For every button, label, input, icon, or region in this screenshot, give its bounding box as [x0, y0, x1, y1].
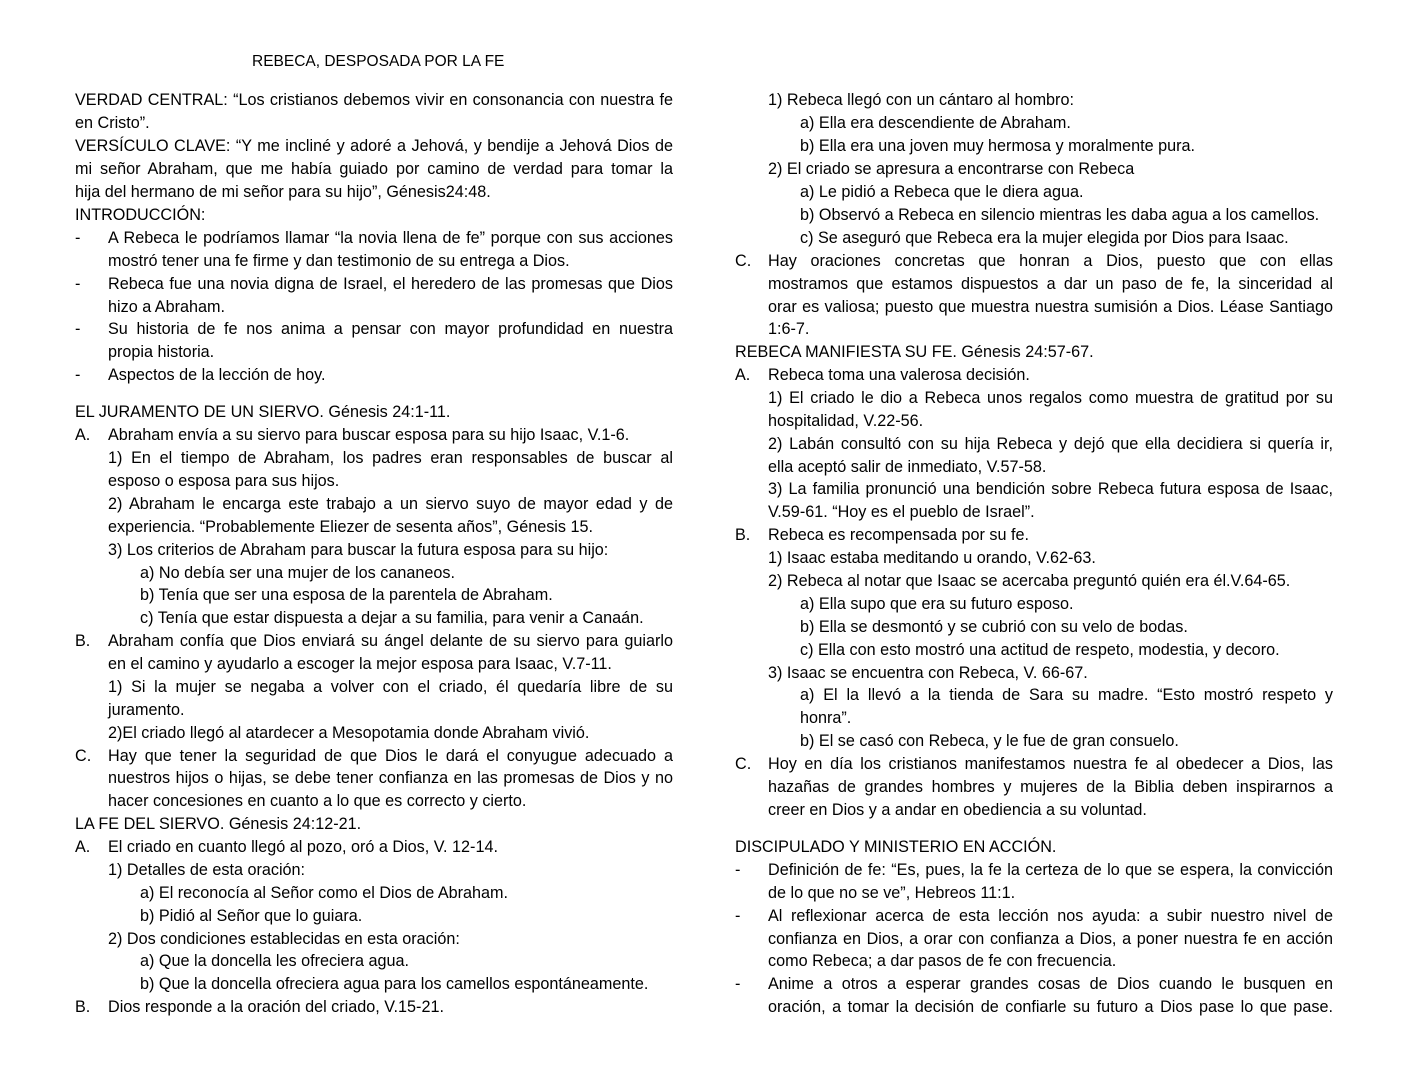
list-marker: B.	[75, 998, 91, 1016]
text-line: Abraham confía que Dios enviará su ángel delante de su siervo para guiarlo	[108, 632, 673, 650]
text-line: hacer concesiones en cuanto a lo que es correcto y cierto.	[108, 792, 527, 810]
text-line: Rebeca fue una novia digna de Israel, el heredero de las promesas que Dios	[108, 275, 673, 293]
text-line: a) El reconocía al Señor como el Dios de Abraham.	[140, 884, 509, 902]
text-line: INTRODUCCIÓN:	[75, 206, 206, 224]
text-line: Al reflexionar acerca de esta lección nos ayuda: a subir nuestro nivel de	[768, 907, 1333, 925]
text-line: mi señor Abraham, que me había guiado por camino de verdad para tomar la	[75, 160, 673, 178]
list-marker: A.	[75, 426, 91, 444]
text-line: mostramos que estamos dispuestos a dar un paso de fe, la sinceridad al	[768, 275, 1333, 293]
list-marker: A.	[75, 838, 91, 856]
text-line: confianza en Dios, a orar con confianza a Dios, a poner nuestra fe en acción	[768, 930, 1333, 948]
text-line: en Cristo”.	[75, 114, 150, 132]
text-line: c) Tenía que estar dispuesta a dejar a su familia, para venir a Canaán.	[140, 609, 644, 627]
text-line: Hoy en día los cristianos manifestamos nuestra fe al obedecer a Dios, las	[768, 755, 1333, 773]
text-line: 2) Abraham le encarga este trabajo a un siervo suyo de mayor edad y de	[108, 495, 673, 513]
text-line: EL JURAMENTO DE UN SIERVO. Génesis 24:1-11.	[75, 403, 451, 421]
text-line: DISCIPULADO Y MINISTERIO EN ACCIÓN.	[735, 838, 1057, 856]
text-line: Rebeca toma una valerosa decisión.	[768, 366, 1030, 384]
text-line: 1) Detalles de esta oración:	[108, 861, 306, 879]
text-line: Hay que tener la seguridad de que Dios le dará el conyugue adecuado a	[108, 747, 673, 765]
text-line: 2) El criado se apresura a encontrarse con Rebeca	[768, 160, 1135, 178]
text-line: experiencia. “Probablemente Eliezer de sesenta años”, Génesis 15.	[108, 518, 594, 536]
text-line: a) Ella supo que era su futuro esposo.	[800, 595, 1074, 613]
text-line: 1) Isaac estaba meditando u orando, V.62-63.	[768, 549, 1096, 567]
text-line: a) No debía ser una mujer de los cananeos.	[140, 564, 455, 582]
text-line: Aspectos de la lección de hoy.	[108, 366, 326, 384]
text-line: Definición de fe: “Es, pues, la fe la certeza de lo que se espera, la convicción	[768, 861, 1333, 879]
text-line: 1) Si la mujer se negaba a volver con el criado, él quedaría libre de su	[108, 678, 673, 696]
text-line: 2) Labán consultó con su hija Rebeca y dejó que ella decidiera si quería ir,	[768, 435, 1333, 453]
text-line: hija del hermano de mi señor para su hijo”, Génesis24:48.	[75, 183, 491, 201]
list-marker: -	[735, 861, 741, 879]
text-line: LA FE DEL SIERVO. Génesis 24:12-21.	[75, 815, 362, 833]
text-line: Rebeca es recompensada por su fe.	[768, 526, 1029, 544]
text-line: V.59-61. “Hoy es el pueblo de Israel”.	[768, 503, 1035, 521]
text-line: 1:6-7.	[768, 320, 810, 338]
text-line: a) El la llevó a la tienda de Sara su madre. “Esto mostró respeto y	[800, 686, 1333, 704]
text-line: 1) Rebeca llegó con un cántaro al hombro:	[768, 91, 1074, 109]
text-line: 2)El criado llegó al atardecer a Mesopotamia donde Abraham vivió.	[108, 724, 590, 742]
text-line: 3) La familia pronunció una bendición sobre Rebeca futura esposa de Isaac,	[768, 480, 1333, 498]
text-line: hazañas de grandes hombres y mujeres de la Biblia deben inspirarnos a	[768, 778, 1333, 796]
text-line: b) Observó a Rebeca en silencio mientras les daba agua a los camellos.	[800, 206, 1320, 224]
text-line: a) Que la doncella les ofreciera agua.	[140, 952, 410, 970]
text-line: a) Ella era descendiente de Abraham.	[800, 114, 1071, 132]
list-marker: -	[735, 907, 741, 925]
text-line: a) Le pidió a Rebeca que le diera agua.	[800, 183, 1084, 201]
list-marker: -	[735, 975, 741, 993]
list-marker: C.	[735, 755, 752, 773]
text-line: como Rebeca; a dar pasos de fe con frecuencia.	[768, 952, 1117, 970]
list-marker: -	[75, 320, 81, 338]
text-line: juramento.	[108, 701, 185, 719]
text-line: Su historia de fe nos anima a pensar con mayor profundidad en nuestra	[108, 320, 673, 338]
text-line: VERSÍCULO CLAVE: “Y me incliné y adoré a Jehová, y bendije a Jehová Dios de	[75, 137, 673, 155]
text-line: 2) Dos condiciones establecidas en esta oración:	[108, 930, 460, 948]
text-line: b) Ella se desmontó y se cubrió con su velo de bodas.	[800, 618, 1188, 636]
text-line: oración, a tomar la decisión de confiarle su futuro a Dios pase lo que pase.	[768, 998, 1333, 1016]
text-line: Abraham envía a su siervo para buscar esposa para su hijo Isaac, V.1-6.	[108, 426, 630, 444]
text-line: honra”.	[800, 709, 852, 727]
text-line: b) Tenía que ser una esposa de la parentela de Abraham.	[140, 586, 553, 604]
text-line: 3) Isaac se encuentra con Rebeca, V. 66-67.	[768, 664, 1088, 682]
text-line: 1) En el tiempo de Abraham, los padres eran responsables de buscar al	[108, 449, 673, 467]
text-line: de lo que no se ve”, Hebreos 11:1.	[768, 884, 1016, 902]
text-line: Anime a otros a esperar grandes cosas de Dios cuando le busquen en	[768, 975, 1333, 993]
text-line: b) El se casó con Rebeca, y le fue de gran consuelo.	[800, 732, 1179, 750]
text-line: ella aceptó salir de inmediato, V.57-58.	[768, 458, 1047, 476]
text-line: hospitalidad, V.22-56.	[768, 412, 924, 430]
page-title: REBECA, DESPOSADA POR LA FE	[252, 53, 505, 70]
text-line: A Rebeca le podríamos llamar “la novia llena de fe” porque con sus acciones	[108, 229, 673, 247]
text-line: nuestros hijos o hijas, se debe tener confianza en las promesas de Dios y no	[108, 769, 673, 787]
list-marker: -	[75, 229, 81, 247]
text-line: Hay oraciones concretas que honran a Dios, puesto que con ellas	[768, 252, 1333, 270]
list-marker: B.	[75, 632, 91, 650]
list-marker: C.	[75, 747, 92, 765]
text-line: c) Ella con esto mostró una actitud de respeto, modestia, y decoro.	[800, 641, 1280, 659]
text-line: REBECA MANIFIESTA SU FE. Génesis 24:57-67.	[735, 343, 1094, 361]
text-line: El criado en cuanto llegó al pozo, oró a Dios, V. 12-14.	[108, 838, 498, 856]
text-line: orar es valiosa; puesto que muestra nuestra sumisión a Dios. Léase Santiago	[768, 298, 1333, 316]
text-line: esposo o esposa para sus hijos.	[108, 472, 340, 490]
text-line: hizo a Abraham.	[108, 298, 225, 316]
list-marker: -	[75, 366, 81, 384]
text-line: b) Pidió al Señor que lo guiara.	[140, 907, 363, 925]
text-line: creer en Dios y a andar en obediencia a su voluntad.	[768, 801, 1147, 819]
list-marker: C.	[735, 252, 752, 270]
text-line: mostró tener una fe firme y dan testimonio de su entrega a Dios.	[108, 252, 570, 270]
text-line: 3) Los criterios de Abraham para buscar la futura esposa para su hijo:	[108, 541, 609, 559]
list-marker: -	[75, 275, 81, 293]
text-line: b) Que la doncella ofreciera agua para los camellos espontáneamente.	[140, 975, 649, 993]
text-line: b) Ella era una joven muy hermosa y moralmente pura.	[800, 137, 1195, 155]
text-line: en el camino y ayudarlo a escoger la mejor esposa para Isaac, V.7-11.	[108, 655, 612, 673]
text-line: propia historia.	[108, 343, 215, 361]
list-marker: A.	[735, 366, 751, 384]
text-line: VERDAD CENTRAL: “Los cristianos debemos vivir en consonancia con nuestra fe	[75, 91, 673, 109]
text-line: 1) El criado le dio a Rebeca unos regalos como muestra de gratitud por su	[768, 389, 1333, 407]
text-line: 2) Rebeca al notar que Isaac se acercaba preguntó quién era él.V.64-65.	[768, 572, 1291, 590]
text-line: c) Se aseguró que Rebeca era la mujer elegida por Dios para Isaac.	[800, 229, 1289, 247]
list-marker: B.	[735, 526, 751, 544]
text-line: Dios responde a la oración del criado, V.15-21.	[108, 998, 444, 1016]
